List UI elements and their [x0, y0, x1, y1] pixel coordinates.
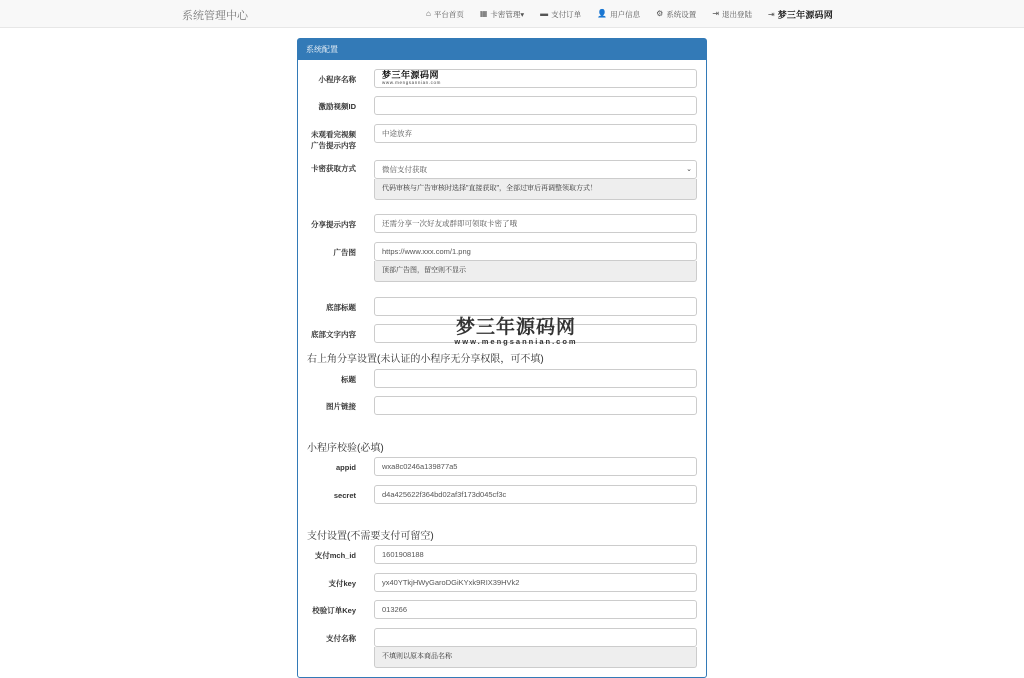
- grid-icon: ▦: [479, 9, 488, 18]
- watermark-text: 梦三年源码网: [455, 316, 576, 338]
- field-label: 激励视频ID: [318, 102, 356, 111]
- top-navbar: [0, 0, 1024, 28]
- video-id-input[interactable]: [374, 96, 697, 115]
- field-label: 校验订单Key: [312, 606, 356, 615]
- field-label: 支付key: [328, 579, 356, 588]
- nav-item-payment-orders[interactable]: [532, 0, 589, 28]
- field-label: 标题: [341, 375, 356, 384]
- mch-id-input[interactable]: 1601908188: [374, 545, 697, 564]
- select-value: 微信支付获取: [382, 165, 427, 174]
- field-label: 支付名称: [326, 634, 356, 643]
- nav-item-system-settings[interactable]: [648, 0, 704, 28]
- share-section-title: 右上角分享设置(未认证的小程序无分享权限，可不填): [307, 354, 544, 365]
- field-label: 卡密获取方式: [311, 164, 356, 173]
- field-label: 底部标题: [326, 303, 356, 312]
- pay-name-input[interactable]: [374, 628, 697, 647]
- nav-menu: [418, 0, 837, 28]
- share-title-input[interactable]: [374, 369, 697, 388]
- card-method-help: 代码审核与广告审核时选择"直接获取"，全部过审后再调整领取方式！: [374, 179, 697, 200]
- nav-label: 平台首页: [433, 9, 464, 19]
- card-method-select[interactable]: [374, 160, 697, 179]
- gear-icon: ⚙: [656, 9, 664, 18]
- not-watched-tip-input[interactable]: 中途放弃: [374, 124, 697, 143]
- card-icon: ▬: [540, 9, 549, 18]
- field-label: 未观看完视频: [311, 130, 356, 139]
- nav-site-logo[interactable]: [760, 0, 837, 28]
- logout-icon: ⇥: [712, 9, 720, 18]
- field-label: secret: [333, 491, 356, 500]
- logout-icon: ⇥: [768, 9, 775, 19]
- panel-title: 系统配置: [298, 39, 706, 60]
- verify-key-input[interactable]: 013266: [374, 600, 697, 619]
- field-label: 底部文字内容: [311, 330, 356, 339]
- secret-input[interactable]: d4a425622f364bd02af3f173d045cf3c: [374, 485, 697, 504]
- nav-item-home[interactable]: [418, 0, 472, 28]
- nav-label: 退出登陆: [722, 9, 753, 19]
- nav-item-logout[interactable]: [704, 0, 760, 28]
- share-image-input[interactable]: [374, 396, 697, 415]
- system-config-panel: [297, 38, 707, 678]
- mini-name-input[interactable]: [374, 69, 697, 88]
- field-label: appid: [336, 463, 356, 472]
- nav-item-user-info[interactable]: [589, 0, 648, 28]
- pay-section-title: 支付设置(不需要支付可留空): [307, 531, 434, 542]
- app-brand[interactable]: 系统管理中心: [182, 10, 248, 22]
- nav-label: 支付订单: [551, 9, 582, 19]
- nav-item-card-management[interactable]: [472, 0, 532, 28]
- watermark-url: www.mengsannian.com: [454, 337, 578, 346]
- nav-label: 系统设置: [666, 9, 697, 19]
- user-icon: 👤: [597, 9, 608, 18]
- home-icon: ⌂: [426, 9, 431, 18]
- nav-label: 卡密管理▾: [490, 9, 525, 19]
- pay-name-help: 不填则以原本商品名称: [374, 647, 697, 668]
- verify-section-title: 小程序校验(必填): [307, 443, 384, 454]
- bottom-title-input[interactable]: [374, 297, 697, 316]
- share-tip-input[interactable]: 还需分享一次好友或群即可领取卡密了哦: [374, 214, 697, 233]
- nav-label: 用户信息: [610, 9, 641, 19]
- field-label: 支付mch_id: [314, 551, 356, 560]
- site-logo-text: 梦三年源码网: [777, 9, 833, 20]
- ad-image-help: 顶部广告图，留空则不显示: [374, 261, 697, 282]
- watermark-logo: [441, 317, 591, 346]
- appid-input[interactable]: wxa8c0246a139877a5: [374, 457, 697, 476]
- field-label: 广告提示内容: [311, 141, 356, 150]
- mini-name-logo-url: www.mengsannian.com: [382, 80, 441, 85]
- chevron-down-icon: ⌄: [686, 166, 692, 173]
- mini-name-logo-text: 梦三年源码网: [382, 70, 440, 80]
- field-label: 分享提示内容: [311, 220, 356, 229]
- field-label: 图片链接: [326, 402, 356, 411]
- field-label: 广告图: [333, 248, 356, 257]
- ad-image-input[interactable]: https://www.xxx.com/1.png: [374, 242, 697, 261]
- pay-key-input[interactable]: yx40YTkjHWyGaroDGiKYxk9RIX39HVk2: [374, 573, 697, 592]
- field-label: 小程序名称: [318, 75, 356, 84]
